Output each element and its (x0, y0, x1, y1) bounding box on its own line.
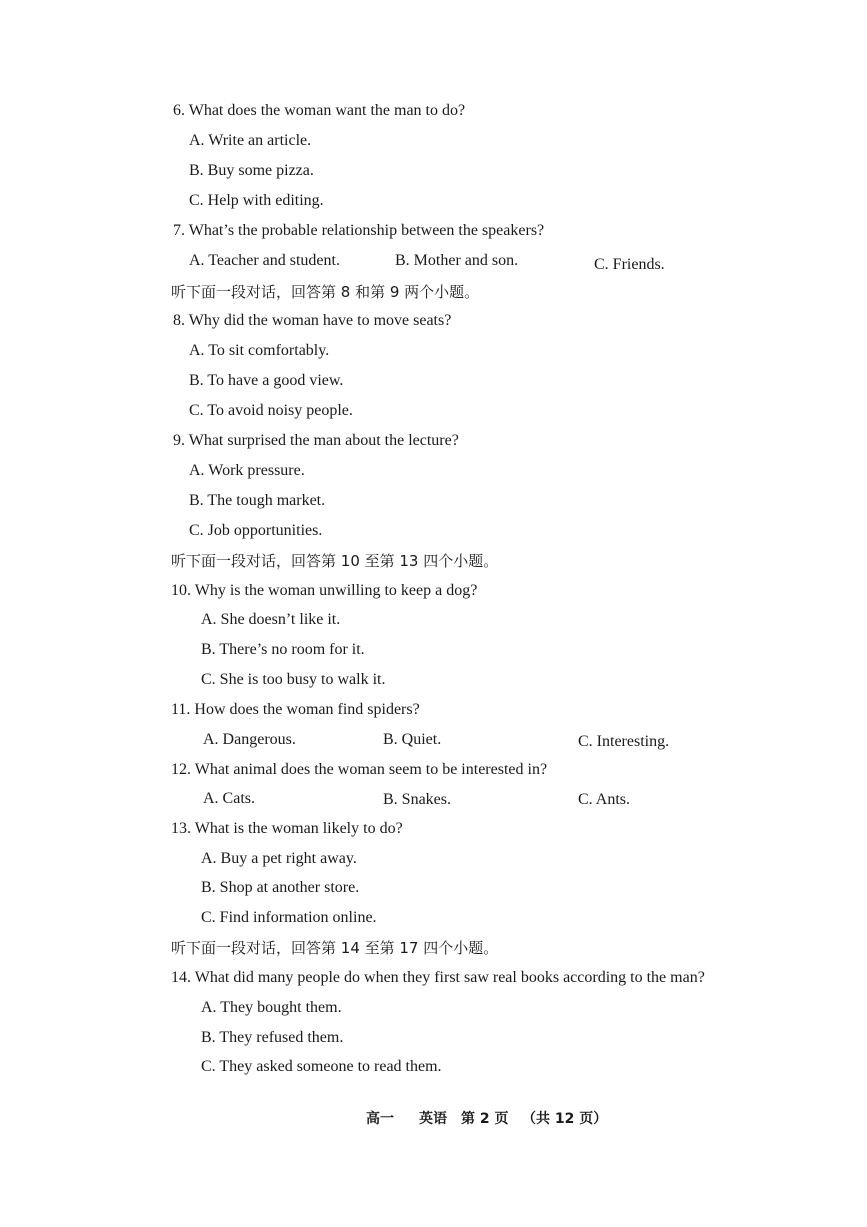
option-9a: A. Work pressure. (189, 462, 305, 479)
question-number: 6. (173, 102, 185, 119)
question-number: 12. (171, 761, 191, 778)
question-text: What surprised the man about the lecture? (188, 432, 459, 449)
question-text: What is the woman likely to do? (194, 820, 403, 837)
option-7b: B. Mother and son. (395, 252, 519, 269)
footer-grade: 高一 (366, 1111, 394, 1127)
footer-subject: 英语 (419, 1111, 447, 1127)
question-text: Why did the woman have to move seats? (188, 312, 452, 329)
section-instruction: 听下面一段对话，回答第 8 和第 9 两个小题。 (171, 283, 480, 301)
question-10-stem (171, 581, 477, 601)
question-text: What did many people do when they first saw real books according to the man? (194, 969, 705, 986)
option-6b: B. Buy some pizza. (189, 162, 314, 179)
question-13-stem (171, 819, 403, 839)
option-8c: C. To avoid noisy people. (189, 402, 353, 419)
question-9-stem (173, 431, 459, 451)
option-12c: C. Ants. (578, 791, 631, 808)
option-13a: A. Buy a pet right away. (201, 850, 357, 867)
footer-page-number: 第 2 页 (461, 1111, 509, 1127)
question-text: What’s the probable relationship between the speakers? (188, 222, 545, 239)
option-14b: B. They refused them. (201, 1029, 344, 1046)
question-number: 9. (173, 432, 185, 449)
option-8a: A. To sit comfortably. (189, 342, 330, 359)
option-9c: C. Job opportunities. (189, 522, 323, 539)
option-12a: A. Cats. (203, 790, 255, 807)
option-10c: C. She is too busy to walk it. (201, 671, 386, 688)
option-10b: B. There’s no room for it. (201, 641, 365, 658)
question-7-stem (173, 221, 544, 241)
footer-total-pages: （共 12 页） (522, 1111, 608, 1127)
question-number: 7. (173, 222, 185, 239)
option-11a: A. Dangerous. (203, 731, 296, 748)
question-12-stem (171, 760, 547, 780)
section-instruction: 听下面一段对话，回答第 14 至第 17 四个小题。 (171, 939, 499, 957)
question-11-stem (171, 700, 420, 720)
question-number: 10. (171, 582, 191, 599)
option-10a: A. She doesn’t like it. (201, 611, 341, 628)
option-6c: C. Help with editing. (189, 192, 324, 209)
option-11c: C. Interesting. (578, 733, 670, 750)
question-number: 13. (171, 820, 191, 837)
section-instruction: 听下面一段对话，回答第 10 至第 13 四个小题。 (171, 552, 499, 570)
option-14a: A. They bought them. (201, 999, 342, 1016)
option-7c: C. Friends. (594, 256, 665, 273)
option-12b: B. Snakes. (383, 791, 451, 808)
option-13b: B. Shop at another store. (201, 879, 360, 896)
question-number: 11. (171, 701, 191, 718)
option-13c: C. Find information online. (201, 909, 377, 926)
question-number: 14. (171, 969, 191, 986)
question-14-stem (171, 968, 705, 988)
option-11b: B. Quiet. (383, 731, 442, 748)
option-6a: A. Write an article. (189, 132, 312, 149)
option-7a: A. Teacher and student. (189, 252, 340, 269)
question-text: How does the woman find spiders? (194, 701, 420, 718)
question-8-stem (173, 311, 451, 331)
question-6-stem (173, 101, 465, 121)
option-9b: B. The tough market. (189, 492, 326, 509)
question-number: 8. (173, 312, 185, 329)
question-text: Why is the woman unwilling to keep a dog? (194, 582, 478, 599)
question-text: What animal does the woman seem to be interested in? (194, 761, 548, 778)
option-8b: B. To have a good view. (189, 372, 344, 389)
option-14c: C. They asked someone to read them. (201, 1058, 442, 1075)
question-text: What does the woman want the man to do? (188, 102, 466, 119)
